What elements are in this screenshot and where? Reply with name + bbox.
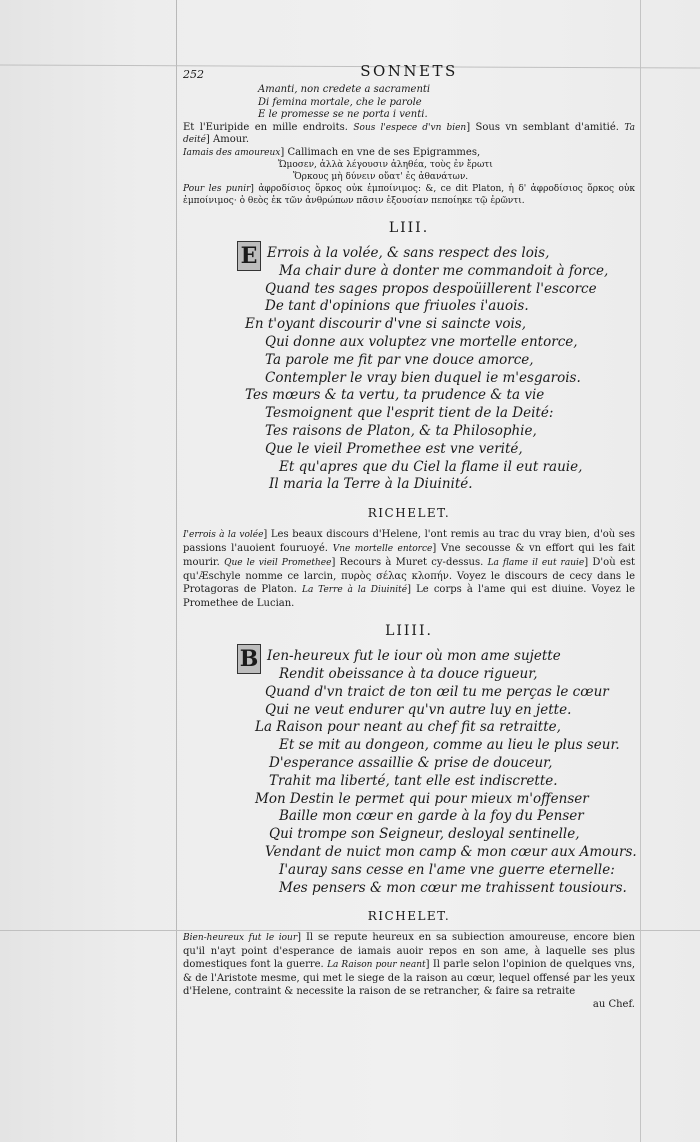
verse-line: Quand tes sages propos despoüillerent l'escorce xyxy=(265,280,597,297)
sonnet-54 xyxy=(183,648,635,897)
note-text: ] ἀφροδίσιος ὅρκος οὐκ ἐμποίνιμος: &, ce dit Platon, ἡ δ' ἀφροδίσιος ὅρκος οὐκ ἐμποίνιμος· ὁ θεὸς ἐκ τῶν ἀνθρώπων πᾶσιν ἐξουσίαν πεποίηκε τῷ xyxy=(183,184,636,206)
lemma: La Raison pour neant xyxy=(327,960,426,971)
fold-line-left xyxy=(176,0,177,1142)
lemma: La flame il eut rauie xyxy=(487,558,585,569)
verse-line: La Raison pour neant au chef fit sa retraitte, xyxy=(255,719,561,736)
commentary-text: ] Les beaux discours d'Helene, l'ont remis au trac du vray bien, d'où ses passions l'auoient fouruoyé. xyxy=(183,529,635,555)
verse-line: Tes mœurs & ta vertu, ta prudence & ta vie xyxy=(245,387,545,404)
verse-line: Et qu'apres que du Ciel la flame il eut rauie, xyxy=(279,458,583,475)
commentary-text: ] D'où est qu'Æschyle nomme ce larcin, πυρὸς σέλας κλοπήν. xyxy=(183,557,635,583)
note-text: ἐρῶντι. xyxy=(490,196,525,206)
verse-line: Qui trompe son Seigneur, desloyal sentinelle, xyxy=(269,826,580,843)
commentary-heading: RICHELET. xyxy=(367,506,451,521)
commentary-text: ] Il se repute heureux en sa subiection amoureuse, encore bien qu'il n'ayt point d'esperance de iamais auoir repos en son ame, à laquelle ses plus domestiques font la guerre. xyxy=(183,932,635,971)
note-text: ] Callimach en vne de ses Epigrammes, xyxy=(280,146,481,158)
quote-line: E le promesse se ne porta i venti. xyxy=(258,109,428,120)
quote-line: Amanti, non credete a sacramenti xyxy=(258,84,431,95)
commentary-end: au Chef. xyxy=(592,999,635,1011)
lemma: Bien-heureux fut le iour xyxy=(183,933,298,944)
top-notes xyxy=(183,122,635,208)
note-line xyxy=(183,147,635,160)
commentary-text: Voyez le discours de cecy dans le Protagoras de Platon. xyxy=(183,571,635,596)
lemma: Sous l'espece d'vn bien xyxy=(353,122,467,133)
lemma: Vne mortelle entorce xyxy=(332,544,433,555)
page-number: 252 xyxy=(183,68,204,81)
verse-line: Ma chair dure à donter me commandoit à force, xyxy=(279,262,609,279)
verse-line: Ta parole me fit par vne douce amorce, xyxy=(265,351,534,368)
greek-verse: Ὤμοσεν, ἀλλὰ λέγουσιν ἀληθέα, τοὺς ἐν ἔρωτι xyxy=(278,160,493,170)
verse-line: D'esperance assaillie & prise de douceur, xyxy=(269,754,553,771)
dropcap: E xyxy=(237,241,261,271)
commentary-heading: RICHELET. xyxy=(367,909,451,924)
verse-line: Et se mit au dongeon, comme au lieu le plus seur. xyxy=(279,737,620,754)
lemma: La Terre à la Diuinité xyxy=(302,585,408,596)
verse-line: Tesmoignent que l'esprit tient de la Deité: xyxy=(265,405,554,422)
verse-line: De tant d'opinions que friuoles i'auois. xyxy=(265,298,529,315)
page-header xyxy=(183,62,635,84)
verse-line: Trahit ma liberté, tant elle est indiscrette. xyxy=(269,772,558,789)
commentary-text: ] Vne secousse & vn effort qui les fait mourir. xyxy=(183,543,636,569)
verse-line: B Ien-heureux fut le iour où mon ame sujette xyxy=(265,648,635,666)
verse-line: Quand d'vn traict de ton œil tu me perças le cœur xyxy=(265,683,609,700)
verse-line: Qui ne veut endurer qu'vn autre luy en jette. xyxy=(265,701,572,718)
book-page xyxy=(183,62,635,1011)
note-text: Et l'Euripide en mille endroits. xyxy=(183,121,348,133)
sonnet-54-title: LIIII. xyxy=(385,623,433,640)
verse-line: Que le vieil Promethee est vne verité, xyxy=(265,440,523,457)
lemma: Que le vieil Promethee xyxy=(224,558,332,569)
commentary-text: ] Recours à Muret cy-dessus. xyxy=(331,557,484,569)
verse-line: Tes raisons de Platon, & ta Philosophie, xyxy=(265,422,537,439)
note-line xyxy=(183,183,635,207)
sonnet-53 xyxy=(183,245,635,494)
verse-line: Il maria la Terre à la Diuinité. xyxy=(269,476,473,493)
verse-line: Contempler le vray bien duquel ie m'esgarois. xyxy=(265,369,581,386)
verse-line: I'auray sans cesse en l'ame vne guerre eternelle: xyxy=(279,861,615,878)
lemma: Pour les punir xyxy=(183,184,251,194)
note-line xyxy=(183,122,635,147)
quote-line: Di femina mortale, che le parole xyxy=(258,96,422,108)
verse-line: Qui donne aux voluptez vne mortelle entorce, xyxy=(265,333,578,350)
commentary-54 xyxy=(183,931,635,1011)
fold-line-right xyxy=(640,0,641,1142)
verse-line: Mes pensers & mon cœur me trahissent tousiours. xyxy=(279,879,627,896)
lemma: Iamais des amoureux xyxy=(183,147,281,158)
commentary-text: ] Il parle selon l'opinion de quelques vns, & de l'Aristote mesme, qui met le siege de la raison au cœur, lequel offensé par les yeux d'Helene, contraint & necessite la raison de se retrancher, & faire sa retraite xyxy=(183,959,635,998)
verse-line: Baille mon cœur en garde à la foy du Penser xyxy=(279,808,584,825)
dropcap: B xyxy=(237,644,261,674)
verse-line: En t'oyant discourir d'vne si saincte vois, xyxy=(245,316,527,333)
lemma: Ta deité xyxy=(183,122,636,145)
verse-line: Vendant de nuict mon camp & mon cœur aux Amours. xyxy=(265,843,637,860)
italian-quote xyxy=(183,84,635,122)
commentary-text: ] Le corps à l'ame qui est diuine. Voyez le Promethee de Lucian. xyxy=(183,584,635,610)
commentary-53 xyxy=(183,528,635,610)
running-head: SONNETS xyxy=(360,62,458,80)
sonnet-53-title: LIII. xyxy=(388,220,430,236)
verse-line: E Errois à la volée, & sans respect des lois, xyxy=(265,245,635,263)
lemma: I'errois à la volée xyxy=(183,530,264,541)
verse-line: Rendit obeissance à ta douce rigueur, xyxy=(279,665,538,682)
greek-verse: Ὅρκους μὴ δύνειν οὔατ' ἐς ἀθανάτων. xyxy=(293,172,469,182)
note-text: ] Sous vn semblant d'amitié. xyxy=(466,121,619,133)
note-text: ] Amour. xyxy=(205,134,250,145)
verse-line: Mon Destin le permet qui pour mieux m'offenser xyxy=(255,790,589,807)
